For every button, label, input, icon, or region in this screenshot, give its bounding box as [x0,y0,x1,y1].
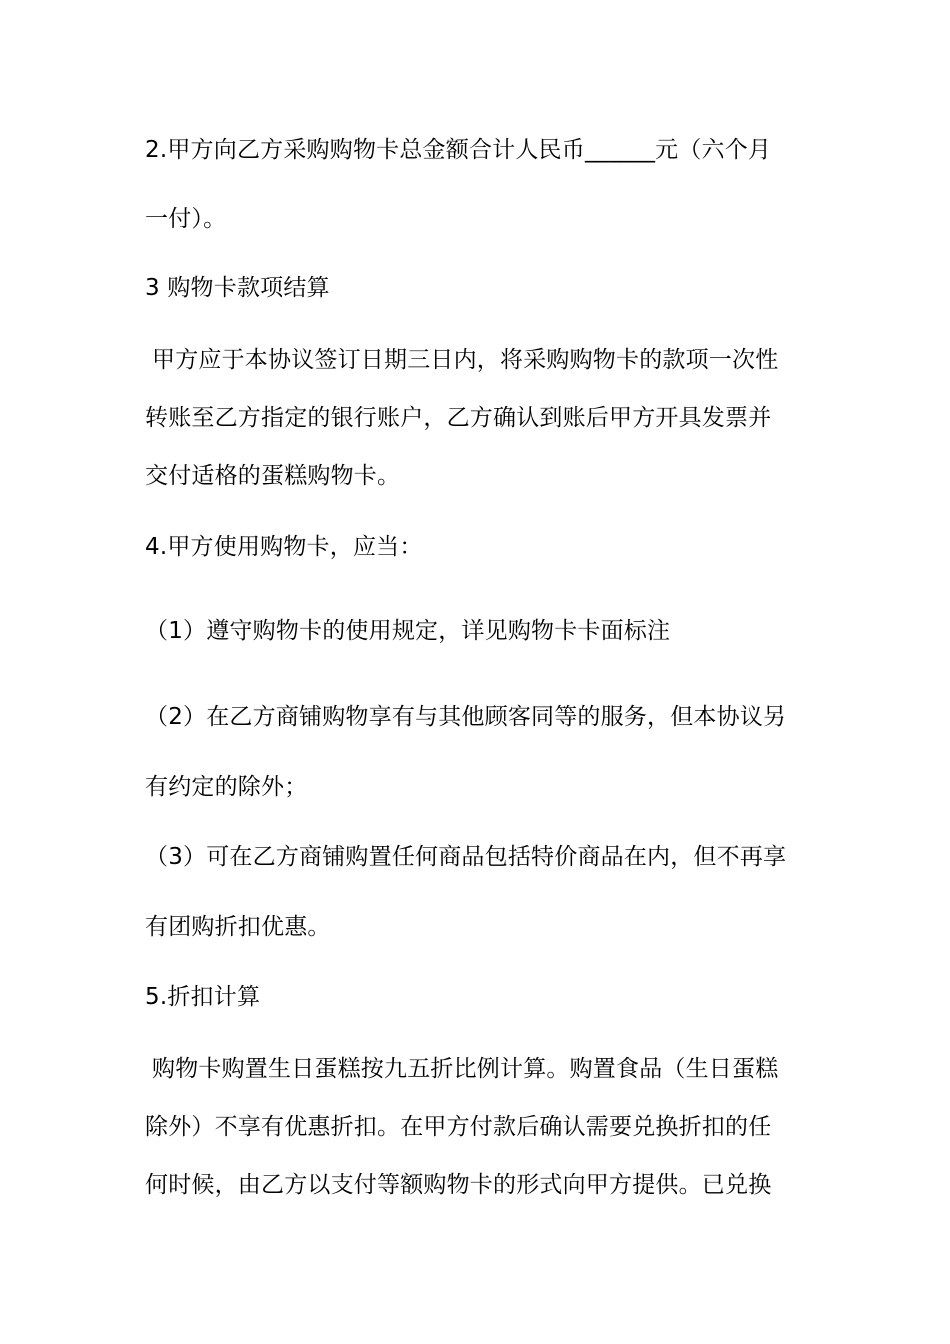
clause-5-paragraph-line-1: 购物卡购置生日蛋糕按九五折比例计算。购置食品（生日蛋糕 [152,1056,779,1082]
clause-5-paragraph-line-2: 除外）不享有优惠折扣。在甲方付款后确认需要兑换折扣的任 [145,1114,772,1140]
clause-3-paragraph-line-2: 转账至乙方指定的银行账户，乙方确认到账后甲方开具发票并 [145,405,772,431]
clause-2-line-1: 2.甲方向乙方采购购物卡总金额合计人民币______元（六个月 [145,137,772,163]
clause-5-paragraph-line-3: 何时候，由乙方以支付等额购物卡的形式向甲方提供。已兑换 [145,1172,772,1198]
clause-3-paragraph-line-1: 甲方应于本协议签订日期三日内，将采购购物卡的款项一次性 [152,347,779,373]
clause-5-heading: 5.折扣计算 [145,984,261,1010]
clause-4-heading: 4.甲方使用购物卡，应当： [145,534,423,560]
clause-4-item-1: （1）遵守购物卡的使用规定，详见购物卡卡面标注 [145,618,671,644]
clause-4-item-2-line-2: 有约定的除外； [145,774,308,800]
clause-4-item-3-line-2: 有团购折扣优惠。 [145,914,331,940]
clause-2-line-2: 一付）。 [145,206,227,232]
clause-4-item-2-line-1: （2）在乙方商铺购物享有与其他顾客同等的服务，但本协议另 [145,704,787,730]
clause-3-paragraph-line-3: 交付适格的蛋糕购物卡。 [145,463,401,489]
clause-3-heading: 3 购物卡款项结算 [145,275,330,301]
clause-4-item-3-line-1: （3）可在乙方商铺购置任何商品包括特价商品在内，但不再享 [145,844,787,870]
